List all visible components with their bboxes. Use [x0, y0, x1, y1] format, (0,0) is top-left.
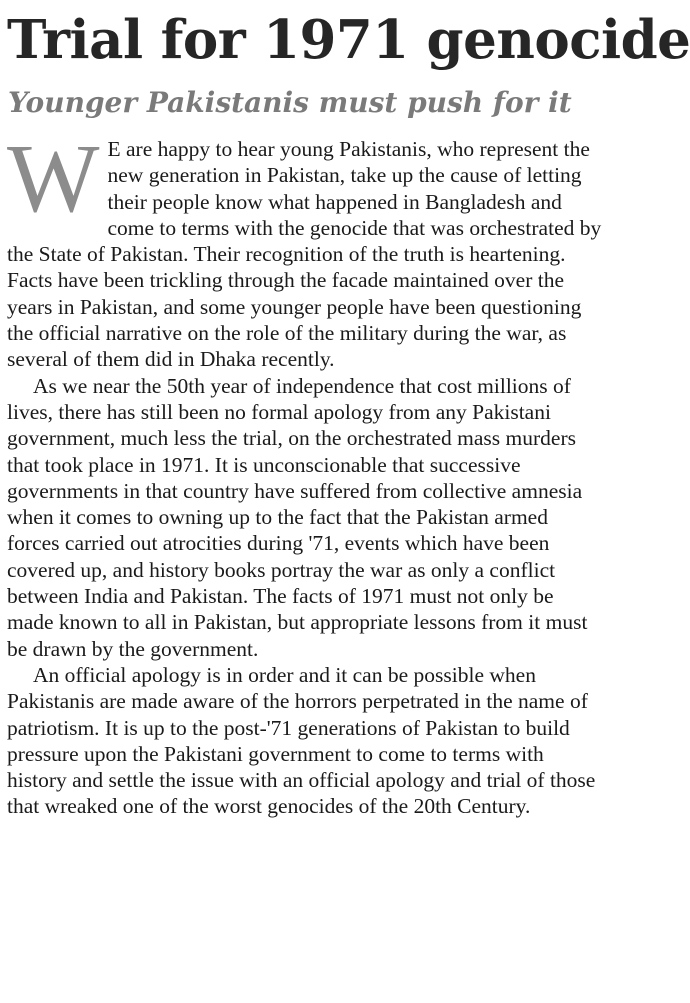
article-paragraph-1 [7, 125, 603, 373]
drop-cap: W [7, 125, 100, 233]
article-body [7, 125, 603, 820]
subheadline: Younger Pakistanis must push for it [8, 86, 572, 119]
article-paragraph-1-text: E are happy to hear young Pakistanis, who represent the new generation in Pakistan, take up the cause of letting their people know what happened in Bangladesh and come to terms with the genocide that was orchestrated by the State of Pakistan. Their recognition of the truth is heartening. Facts have been trickling through the facade maintained over the years in Pakistan, and some younger people have been questioning the official narrative on the role of the military during the war, as several of them did in Dhaka recently. [7, 137, 602, 372]
article-paragraph-2: As we near the 50th year of independence that cost millions of lives, there has still been no formal apology from any Pakistani government, much less the trial, on the orchestrated mass murders that took place in 1971. It is unconscionable that successive governments in that country have suffered from collective amnesia when it comes to owning up to the fact that the Pakistan armed forces carried out atrocities during '71, events which have been covered up, and history books portray the war as only a conflict between India and Pakistan. The facts of 1971 must not only be made known to all in Pakistan, but appropriate lessons from it must be drawn by the government. [7, 373, 588, 661]
headline: Trial for 1971 genocide [7, 9, 690, 71]
article-paragraph-3: An official apology is in order and it can be possible when Pakistanis are made aware of the horrors perpetrated in the name of patriotism. It is up to the post-'71 generations of Pakistan to build pressure upon the Pakistani government to come to terms with history and settle the issue with an official apology and trial of those that wreaked one of the worst genocides of the 20th Century. [7, 662, 596, 819]
